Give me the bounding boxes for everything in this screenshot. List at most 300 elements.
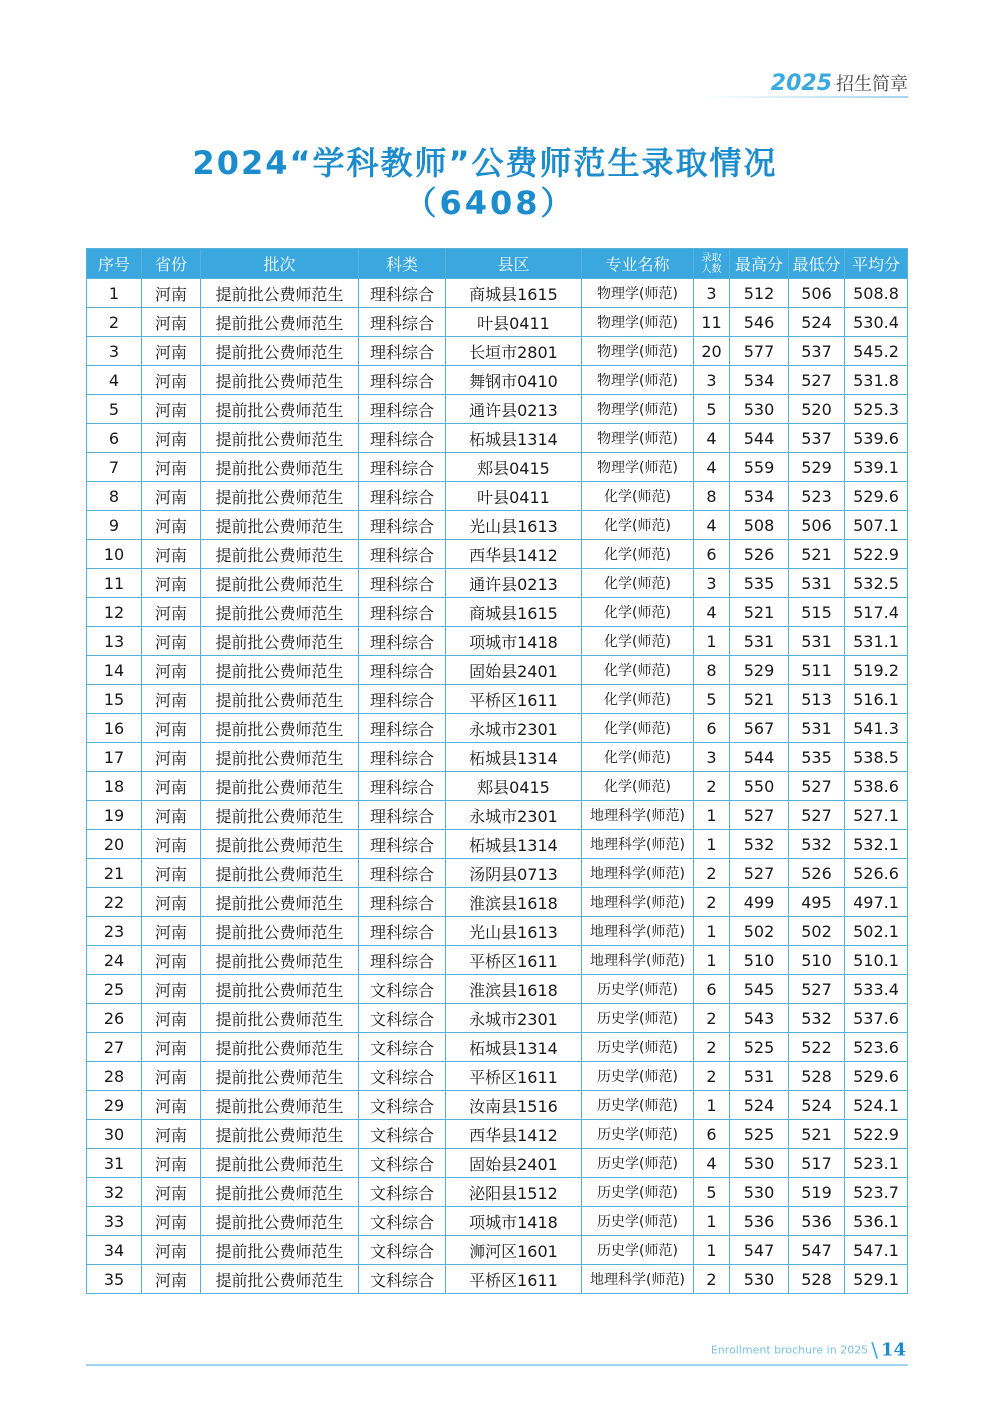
table-row — [87, 627, 908, 656]
cell-county: 淮滨县1618 — [446, 975, 582, 1004]
cell-batch: 提前批公费师范生 — [201, 569, 359, 598]
cell-subject: 理科综合 — [359, 366, 446, 395]
cell-batch: 提前批公费师范生 — [201, 395, 359, 424]
cell-max: 512 — [730, 279, 789, 308]
cell-major: 历史学(师范) — [582, 1236, 694, 1265]
cell-subject: 理科综合 — [359, 627, 446, 656]
cell-avg: 533.4 — [845, 975, 908, 1004]
cell-county: 柘城县1314 — [446, 830, 582, 859]
cell-count: 4 — [694, 453, 730, 482]
cell-avg: 497.1 — [845, 888, 908, 917]
cell-major: 地理科学(师范) — [582, 859, 694, 888]
table-row — [87, 482, 908, 511]
cell-seq: 2 — [87, 308, 142, 337]
cell-county: 舞钢市0410 — [446, 366, 582, 395]
table-row — [87, 859, 908, 888]
cell-min: 537 — [789, 337, 845, 366]
cell-county: 永城市2301 — [446, 801, 582, 830]
page-number: 14 — [880, 1339, 906, 1361]
cell-avg: 539.1 — [845, 453, 908, 482]
table-row — [87, 511, 908, 540]
cell-batch: 提前批公费师范生 — [201, 1120, 359, 1149]
cell-province: 河南 — [142, 279, 201, 308]
cell-count: 5 — [694, 685, 730, 714]
cell-major: 历史学(师范) — [582, 1033, 694, 1062]
cell-seq: 34 — [87, 1236, 142, 1265]
cell-min: 527 — [789, 366, 845, 395]
table-row — [87, 801, 908, 830]
page-subtitle: （6408） — [404, 184, 576, 222]
cell-province: 河南 — [142, 1236, 201, 1265]
header-seq: 序号 — [87, 249, 142, 279]
cell-min: 523 — [789, 482, 845, 511]
cell-batch: 提前批公费师范生 — [201, 946, 359, 975]
cell-max: 536 — [730, 1207, 789, 1236]
table-row — [87, 308, 908, 337]
cell-min: 532 — [789, 1004, 845, 1033]
cell-seq: 12 — [87, 598, 142, 627]
cell-major: 物理学(师范) — [582, 395, 694, 424]
table-row — [87, 1265, 908, 1294]
cell-province: 河南 — [142, 1265, 201, 1294]
cell-subject: 文科综合 — [359, 1236, 446, 1265]
cell-seq: 31 — [87, 1149, 142, 1178]
cell-province: 河南 — [142, 888, 201, 917]
cell-subject: 文科综合 — [359, 1265, 446, 1294]
cell-subject: 理科综合 — [359, 308, 446, 337]
cell-max: 567 — [730, 714, 789, 743]
admission-table — [86, 248, 908, 1294]
cell-max: 529 — [730, 656, 789, 685]
cell-major: 地理科学(师范) — [582, 830, 694, 859]
table-row — [87, 598, 908, 627]
cell-min: 527 — [789, 772, 845, 801]
cell-min: 506 — [789, 511, 845, 540]
cell-avg: 502.1 — [845, 917, 908, 946]
cell-seq: 27 — [87, 1033, 142, 1062]
cell-subject: 文科综合 — [359, 1004, 446, 1033]
header-min: 最低分 — [789, 249, 845, 279]
cell-count: 2 — [694, 888, 730, 917]
cell-max: 534 — [730, 482, 789, 511]
cell-avg: 527.1 — [845, 801, 908, 830]
cell-county: 永城市2301 — [446, 714, 582, 743]
cell-count: 8 — [694, 656, 730, 685]
footer-text: Enrollment brochure in 2025 — [710, 1343, 869, 1357]
cell-major: 地理科学(师范) — [582, 888, 694, 917]
table-row — [87, 395, 908, 424]
cell-batch: 提前批公费师范生 — [201, 1062, 359, 1091]
table-row — [87, 1149, 908, 1178]
cell-max: 550 — [730, 772, 789, 801]
cell-min: 531 — [789, 627, 845, 656]
cell-subject: 理科综合 — [359, 569, 446, 598]
cell-batch: 提前批公费师范生 — [201, 1236, 359, 1265]
cell-count: 1 — [694, 917, 730, 946]
cell-province: 河南 — [142, 917, 201, 946]
cell-count: 1 — [694, 946, 730, 975]
cell-max: 545 — [730, 975, 789, 1004]
cell-avg: 522.9 — [845, 1120, 908, 1149]
cell-major: 历史学(师范) — [582, 975, 694, 1004]
cell-avg: 517.4 — [845, 598, 908, 627]
table-row — [87, 1033, 908, 1062]
cell-subject: 文科综合 — [359, 1207, 446, 1236]
cell-subject: 理科综合 — [359, 801, 446, 830]
cell-count: 6 — [694, 1120, 730, 1149]
cell-subject: 理科综合 — [359, 453, 446, 482]
cell-count: 6 — [694, 714, 730, 743]
cell-batch: 提前批公费师范生 — [201, 743, 359, 772]
table-row — [87, 1091, 908, 1120]
header-province: 省份 — [142, 249, 201, 279]
cell-major: 历史学(师范) — [582, 1004, 694, 1033]
cell-province: 河南 — [142, 424, 201, 453]
cell-count: 1 — [694, 1207, 730, 1236]
cell-seq: 5 — [87, 395, 142, 424]
footer — [711, 1338, 906, 1362]
cell-batch: 提前批公费师范生 — [201, 279, 359, 308]
cell-province: 河南 — [142, 1033, 201, 1062]
cell-province: 河南 — [142, 482, 201, 511]
cell-major: 化学(师范) — [582, 540, 694, 569]
cell-seq: 25 — [87, 975, 142, 1004]
cell-subject: 理科综合 — [359, 279, 446, 308]
cell-avg: 532.1 — [845, 830, 908, 859]
cell-max: 531 — [730, 627, 789, 656]
table-row — [87, 685, 908, 714]
cell-major: 化学(师范) — [582, 569, 694, 598]
cell-count: 4 — [694, 511, 730, 540]
cell-province: 河南 — [142, 1091, 201, 1120]
cell-max: 524 — [730, 1091, 789, 1120]
table-row — [87, 1236, 908, 1265]
cell-max: 502 — [730, 917, 789, 946]
cell-min: 524 — [789, 308, 845, 337]
cell-min: 547 — [789, 1236, 845, 1265]
cell-avg: 516.1 — [845, 685, 908, 714]
cell-min: 527 — [789, 975, 845, 1004]
cell-county: 永城市2301 — [446, 1004, 582, 1033]
footer-divider — [86, 1364, 908, 1366]
cell-count: 2 — [694, 772, 730, 801]
cell-county: 叶县0411 — [446, 482, 582, 511]
cell-count: 8 — [694, 482, 730, 511]
table-row — [87, 1004, 908, 1033]
cell-province: 河南 — [142, 801, 201, 830]
cell-avg: 519.2 — [845, 656, 908, 685]
cell-subject: 理科综合 — [359, 424, 446, 453]
cell-county: 西华县1412 — [446, 540, 582, 569]
cell-count: 2 — [694, 859, 730, 888]
header-title: 招生简章 — [836, 74, 908, 95]
cell-batch: 提前批公费师范生 — [201, 975, 359, 1004]
cell-province: 河南 — [142, 830, 201, 859]
cell-seq: 3 — [87, 337, 142, 366]
cell-batch: 提前批公费师范生 — [201, 598, 359, 627]
cell-max: 526 — [730, 540, 789, 569]
cell-subject: 理科综合 — [359, 946, 446, 975]
cell-subject: 文科综合 — [359, 1149, 446, 1178]
cell-avg: 508.8 — [845, 279, 908, 308]
cell-county: 通许县0213 — [446, 395, 582, 424]
cell-province: 河南 — [142, 511, 201, 540]
cell-batch: 提前批公费师范生 — [201, 917, 359, 946]
header-county: 县区 — [446, 249, 582, 279]
cell-subject: 理科综合 — [359, 830, 446, 859]
cell-avg: 529.1 — [845, 1265, 908, 1294]
cell-count: 4 — [694, 1149, 730, 1178]
cell-county: 汤阴县0713 — [446, 859, 582, 888]
cell-seq: 28 — [87, 1062, 142, 1091]
cell-county: 平桥区1611 — [446, 1265, 582, 1294]
cell-seq: 20 — [87, 830, 142, 859]
cell-county: 郏县0415 — [446, 772, 582, 801]
cell-province: 河南 — [142, 1120, 201, 1149]
cell-avg: 537.6 — [845, 1004, 908, 1033]
cell-min: 528 — [789, 1062, 845, 1091]
cell-max: 527 — [730, 859, 789, 888]
cell-avg: 538.6 — [845, 772, 908, 801]
cell-seq: 26 — [87, 1004, 142, 1033]
cell-max: 547 — [730, 1236, 789, 1265]
table-row — [87, 1062, 908, 1091]
header-batch: 批次 — [201, 249, 359, 279]
cell-count: 3 — [694, 366, 730, 395]
cell-max: 544 — [730, 424, 789, 453]
cell-province: 河南 — [142, 627, 201, 656]
cell-seq: 19 — [87, 801, 142, 830]
cell-subject: 理科综合 — [359, 917, 446, 946]
cell-major: 化学(师范) — [582, 598, 694, 627]
cell-max: 521 — [730, 685, 789, 714]
table-row — [87, 540, 908, 569]
cell-max: 543 — [730, 1004, 789, 1033]
footer-separator: \ — [871, 1338, 878, 1362]
cell-count: 3 — [694, 569, 730, 598]
cell-major: 物理学(师范) — [582, 337, 694, 366]
cell-batch: 提前批公费师范生 — [201, 482, 359, 511]
cell-province: 河南 — [142, 337, 201, 366]
cell-subject: 文科综合 — [359, 1033, 446, 1062]
cell-avg: 523.6 — [845, 1033, 908, 1062]
cell-max: 544 — [730, 743, 789, 772]
cell-county: 通许县0213 — [446, 569, 582, 598]
cell-county: 泌阳县1512 — [446, 1178, 582, 1207]
cell-avg: 510.1 — [845, 946, 908, 975]
table-row — [87, 946, 908, 975]
cell-county: 固始县2401 — [446, 656, 582, 685]
cell-max: 527 — [730, 801, 789, 830]
cell-min: 531 — [789, 569, 845, 598]
cell-seq: 22 — [87, 888, 142, 917]
cell-county: 柘城县1314 — [446, 1033, 582, 1062]
cell-county: 柘城县1314 — [446, 424, 582, 453]
cell-subject: 文科综合 — [359, 975, 446, 1004]
cell-batch: 提前批公费师范生 — [201, 424, 359, 453]
cell-seq: 13 — [87, 627, 142, 656]
cell-county: 西华县1412 — [446, 1120, 582, 1149]
cell-count: 5 — [694, 1178, 730, 1207]
cell-province: 河南 — [142, 366, 201, 395]
cell-count: 6 — [694, 540, 730, 569]
cell-county: 商城县1615 — [446, 598, 582, 627]
table-row — [87, 1207, 908, 1236]
cell-count: 1 — [694, 627, 730, 656]
cell-batch: 提前批公费师范生 — [201, 1265, 359, 1294]
cell-county: 固始县2401 — [446, 1149, 582, 1178]
cell-major: 历史学(师范) — [582, 1178, 694, 1207]
cell-seq: 23 — [87, 917, 142, 946]
cell-county: 平桥区1611 — [446, 946, 582, 975]
cell-subject: 理科综合 — [359, 656, 446, 685]
cell-max: 531 — [730, 1062, 789, 1091]
cell-province: 河南 — [142, 743, 201, 772]
table-row — [87, 453, 908, 482]
cell-count: 1 — [694, 1091, 730, 1120]
cell-county: 柘城县1314 — [446, 743, 582, 772]
cell-max: 532 — [730, 830, 789, 859]
cell-seq: 17 — [87, 743, 142, 772]
cell-major: 历史学(师范) — [582, 1120, 694, 1149]
cell-province: 河南 — [142, 714, 201, 743]
cell-seq: 4 — [87, 366, 142, 395]
cell-county: 商城县1615 — [446, 279, 582, 308]
cell-max: 530 — [730, 1265, 789, 1294]
cell-min: 529 — [789, 453, 845, 482]
cell-batch: 提前批公费师范生 — [201, 1207, 359, 1236]
cell-subject: 理科综合 — [359, 482, 446, 511]
cell-batch: 提前批公费师范生 — [201, 1033, 359, 1062]
cell-count: 4 — [694, 424, 730, 453]
cell-max: 510 — [730, 946, 789, 975]
cell-max: 521 — [730, 598, 789, 627]
cell-subject: 理科综合 — [359, 540, 446, 569]
cell-max: 525 — [730, 1120, 789, 1149]
cell-avg: 523.7 — [845, 1178, 908, 1207]
table-header-row — [87, 249, 908, 279]
cell-batch: 提前批公费师范生 — [201, 1091, 359, 1120]
cell-county: 平桥区1611 — [446, 1062, 582, 1091]
cell-avg: 531.8 — [845, 366, 908, 395]
cell-batch: 提前批公费师范生 — [201, 859, 359, 888]
cell-avg: 526.6 — [845, 859, 908, 888]
cell-min: 537 — [789, 424, 845, 453]
cell-count: 11 — [694, 308, 730, 337]
cell-seq: 35 — [87, 1265, 142, 1294]
page-title: 2024“学科教师”公费师范生录取情况 — [192, 144, 778, 182]
cell-major: 化学(师范) — [582, 627, 694, 656]
cell-min: 522 — [789, 1033, 845, 1062]
cell-min: 531 — [789, 714, 845, 743]
cell-major: 物理学(师范) — [582, 308, 694, 337]
cell-min: 520 — [789, 395, 845, 424]
table-row — [87, 975, 908, 1004]
cell-avg: 522.9 — [845, 540, 908, 569]
cell-province: 河南 — [142, 1062, 201, 1091]
cell-seq: 29 — [87, 1091, 142, 1120]
cell-seq: 6 — [87, 424, 142, 453]
cell-max: 499 — [730, 888, 789, 917]
cell-seq: 24 — [87, 946, 142, 975]
cell-batch: 提前批公费师范生 — [201, 888, 359, 917]
table-row — [87, 772, 908, 801]
cell-subject: 理科综合 — [359, 511, 446, 540]
cell-count: 5 — [694, 395, 730, 424]
cell-major: 物理学(师范) — [582, 424, 694, 453]
cell-count: 20 — [694, 337, 730, 366]
cell-batch: 提前批公费师范生 — [201, 366, 359, 395]
cell-avg: 541.3 — [845, 714, 908, 743]
cell-seq: 10 — [87, 540, 142, 569]
cell-avg: 525.3 — [845, 395, 908, 424]
cell-county: 长垣市2801 — [446, 337, 582, 366]
cell-subject: 理科综合 — [359, 888, 446, 917]
cell-min: 513 — [789, 685, 845, 714]
cell-major: 化学(师范) — [582, 511, 694, 540]
cell-avg: 532.5 — [845, 569, 908, 598]
cell-seq: 9 — [87, 511, 142, 540]
cell-major: 化学(师范) — [582, 714, 694, 743]
cell-county: 叶县0411 — [446, 308, 582, 337]
cell-avg: 529.6 — [845, 482, 908, 511]
cell-county: 光山县1613 — [446, 917, 582, 946]
cell-count: 2 — [694, 1265, 730, 1294]
cell-seq: 33 — [87, 1207, 142, 1236]
cell-subject: 文科综合 — [359, 1120, 446, 1149]
cell-avg: 529.6 — [845, 1062, 908, 1091]
cell-province: 河南 — [142, 1004, 201, 1033]
cell-count: 2 — [694, 1062, 730, 1091]
cell-avg: 545.2 — [845, 337, 908, 366]
cell-max: 559 — [730, 453, 789, 482]
cell-min: 517 — [789, 1149, 845, 1178]
cell-province: 河南 — [142, 975, 201, 1004]
cell-major: 历史学(师范) — [582, 1091, 694, 1120]
cell-min: 532 — [789, 830, 845, 859]
cell-province: 河南 — [142, 946, 201, 975]
cell-subject: 理科综合 — [359, 743, 446, 772]
cell-seq: 7 — [87, 453, 142, 482]
cell-count: 3 — [694, 743, 730, 772]
cell-subject: 文科综合 — [359, 1178, 446, 1207]
cell-avg: 539.6 — [845, 424, 908, 453]
cell-county: 平桥区1611 — [446, 685, 582, 714]
cell-max: 535 — [730, 569, 789, 598]
table-row — [87, 366, 908, 395]
cell-max: 530 — [730, 395, 789, 424]
table-row — [87, 1178, 908, 1207]
cell-province: 河南 — [142, 656, 201, 685]
table-row — [87, 424, 908, 453]
cell-batch: 提前批公费师范生 — [201, 830, 359, 859]
cell-subject: 理科综合 — [359, 859, 446, 888]
cell-seq: 16 — [87, 714, 142, 743]
cell-county: 光山县1613 — [446, 511, 582, 540]
cell-major: 化学(师范) — [582, 743, 694, 772]
cell-county: 汝南县1516 — [446, 1091, 582, 1120]
header-divider — [700, 96, 908, 98]
cell-batch: 提前批公费师范生 — [201, 540, 359, 569]
cell-max: 534 — [730, 366, 789, 395]
cell-min: 526 — [789, 859, 845, 888]
cell-min: 495 — [789, 888, 845, 917]
header-avg: 平均分 — [845, 249, 908, 279]
cell-seq: 32 — [87, 1178, 142, 1207]
cell-province: 河南 — [142, 598, 201, 627]
cell-seq: 15 — [87, 685, 142, 714]
cell-subject: 理科综合 — [359, 395, 446, 424]
